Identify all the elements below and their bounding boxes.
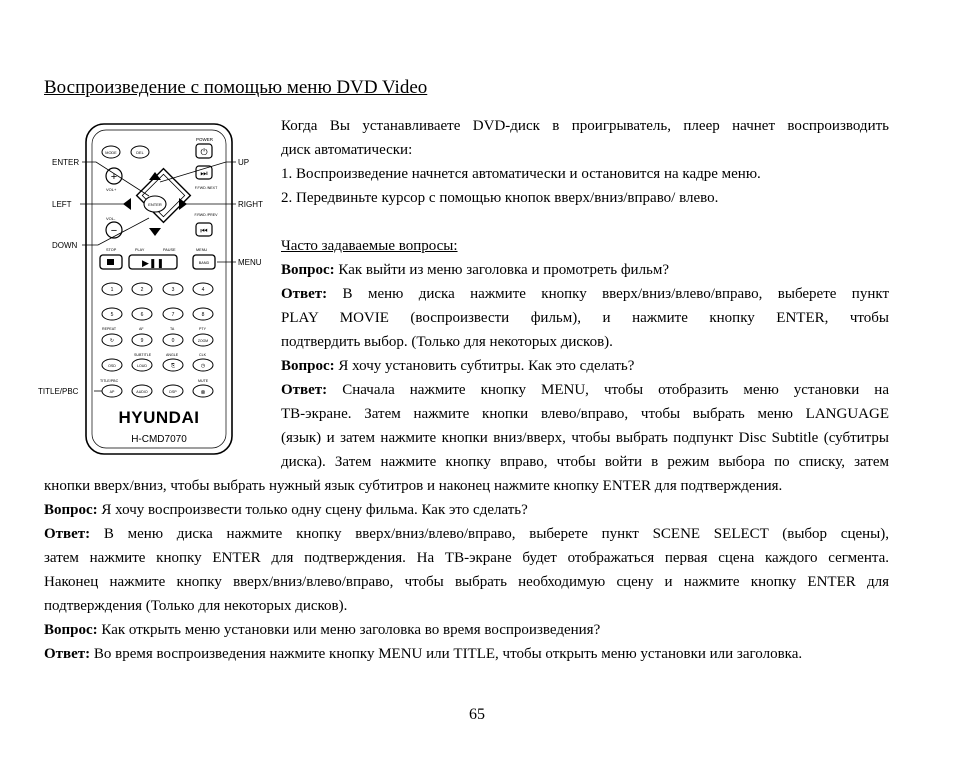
svg-text:LOUD: LOUD bbox=[137, 364, 147, 368]
svg-text:MUTE: MUTE bbox=[198, 379, 209, 383]
svg-text:1: 1 bbox=[110, 287, 114, 293]
svg-text:PTY: PTY bbox=[199, 327, 206, 331]
svg-text:0: 0 bbox=[171, 338, 175, 344]
answer-2-line-3: (язык) и затем нажмите кнопки вниз/вверх, чтобы выбрать подпункт Disc Subtitle (субтитры bbox=[281, 430, 889, 446]
answer-1-line-3: подтвердить выбор. (Только для некоторых дисков). bbox=[281, 334, 613, 350]
svg-text:9: 9 bbox=[140, 338, 144, 344]
question-3: Вопрос: Я хочу воспроизвести только одну сцену фильма. Как это сделать? bbox=[44, 502, 528, 518]
svg-text:PLAY: PLAY bbox=[135, 248, 145, 252]
svg-text:3: 3 bbox=[171, 287, 175, 293]
svg-text:AP: AP bbox=[109, 390, 115, 394]
svg-text:REPEAT: REPEAT bbox=[102, 327, 117, 331]
remote-control-illustration bbox=[36, 120, 276, 460]
next-icon: ⏭ bbox=[200, 169, 208, 178]
intro-line-2: диск автоматически: bbox=[281, 142, 413, 158]
callout-menu: MENU bbox=[238, 258, 262, 267]
svg-text:OSD: OSD bbox=[108, 364, 116, 368]
callout-right: RIGHT bbox=[238, 200, 263, 209]
model-name: H-CMD7070 bbox=[131, 434, 187, 445]
page-number: 65 bbox=[469, 706, 485, 723]
svg-text:F.RWD /PREV: F.RWD /PREV bbox=[194, 213, 218, 217]
svg-text:⎘: ⎘ bbox=[170, 363, 176, 369]
svg-text:TA: TA bbox=[170, 327, 175, 331]
svg-text:CLK: CLK bbox=[199, 353, 206, 357]
callout-left: LEFT bbox=[52, 200, 72, 209]
answer-3-line-4: подтверждения (Только для некоторых дисков). bbox=[44, 598, 348, 614]
svg-text:4: 4 bbox=[201, 287, 205, 293]
callout-enter: ENTER bbox=[52, 158, 80, 167]
svg-text:PAUSE: PAUSE bbox=[163, 248, 176, 252]
answer-1-line-2: PLAY MOVIE (воспроизвести фильм), и нажмите кнопку ENTER, чтобы bbox=[281, 310, 889, 326]
svg-text:7: 7 bbox=[171, 312, 175, 318]
svg-text:AUDIO: AUDIO bbox=[136, 390, 148, 394]
page-heading: Воспроизведение с помощью меню DVD Video bbox=[44, 77, 428, 98]
callout-down: DOWN bbox=[52, 241, 78, 250]
svg-text:STOP: STOP bbox=[106, 248, 117, 252]
svg-text:TITLE/PBC: TITLE/PBC bbox=[100, 379, 119, 383]
power-icon: ⏻ bbox=[200, 147, 208, 157]
svg-text:+: + bbox=[110, 171, 118, 183]
brand-logo: HYUNDAI bbox=[118, 408, 200, 427]
answer-4: Ответ: Во время воспроизведения нажмите кнопку MENU или TITLE, чтобы открыть меню установки или заголовка. bbox=[44, 646, 803, 662]
question-4: Вопрос: Как открыть меню установки или меню заголовка во время воспроизведения? bbox=[44, 622, 601, 638]
svg-text:2: 2 bbox=[140, 287, 144, 293]
svg-text:6: 6 bbox=[140, 312, 144, 318]
svg-text:MODE: MODE bbox=[105, 151, 117, 155]
svg-text:−: − bbox=[110, 225, 118, 237]
svg-text:5: 5 bbox=[110, 312, 114, 318]
svg-text:AF: AF bbox=[139, 327, 144, 331]
svg-text:ZOOM: ZOOM bbox=[197, 339, 209, 343]
svg-text:SUBTITLE: SUBTITLE bbox=[134, 353, 152, 357]
svg-text:VOL-: VOL- bbox=[106, 216, 116, 221]
answer-2-line-5: кнопки вверх/вниз, чтобы выбрать нужный язык субтитров и наконец нажмите кнопку ENTER для подтверждения. bbox=[44, 478, 783, 494]
svg-text:VOL+: VOL+ bbox=[106, 187, 117, 192]
prev-icon: ⏮ bbox=[200, 226, 208, 235]
svg-text:F.FWD /NEXT: F.FWD /NEXT bbox=[194, 186, 218, 190]
answer-2-line-1: Ответ: Сначала нажмите кнопку MENU, чтобы отобразить меню установки на bbox=[281, 382, 889, 398]
question-1: Вопрос: Как выйти из меню заголовка и промотреть фильм? bbox=[281, 262, 670, 278]
answer-3-line-1: Ответ: В меню диска нажмите кнопку вверх/вниз/влево/вправо, выберете пункт SCENE SELECT (выбор сцены), bbox=[44, 526, 889, 542]
svg-text:◷: ◷ bbox=[200, 363, 206, 369]
svg-text:DEL: DEL bbox=[136, 151, 144, 155]
key-label-power: POWER bbox=[196, 137, 214, 142]
play-pause-icon: ▶❚❚ bbox=[141, 258, 165, 268]
faq-title: Часто задаваемые вопросы: bbox=[281, 238, 458, 254]
svg-text:MENU: MENU bbox=[196, 248, 208, 252]
answer-2-line-4: диска). Затем нажмите кнопку вправо, чтобы войти в режим выбора по списку, затем bbox=[281, 454, 889, 470]
intro-step-2: 2. Передвиньте курсор с помощью кнопок вверх/вниз/вправо/ влево. bbox=[281, 190, 719, 206]
answer-3-line-3: Наконец нажмите кнопку вверх/вниз/влево/вправо, чтобы выбрать необходимую сцену и нажмите кнопку ENTER для bbox=[44, 574, 889, 590]
intro-step-1: 1. Воспроизведение начнется автоматически и остановится на кадре меню. bbox=[281, 166, 761, 182]
intro-line-1: Когда Вы устанавливаете DVD-диск в проигрыватель, плеер начнет воспроизводить bbox=[281, 118, 889, 134]
svg-text:↻: ↻ bbox=[109, 338, 115, 344]
mute-icon: ⊗ bbox=[200, 390, 206, 396]
answer-2-line-2: ТВ-экране. Затем нажмите кнопки влево/вправо, чтобы выбрать меню LANGUAGE bbox=[281, 406, 889, 422]
svg-text:DSP: DSP bbox=[169, 390, 177, 394]
callout-up: UP bbox=[238, 158, 250, 167]
question-2: Вопрос: Я хочу установить субтитры. Как это сделать? bbox=[281, 358, 635, 374]
svg-text:ANGLE: ANGLE bbox=[166, 353, 179, 357]
answer-1-line-1: Ответ: В меню диска нажмите кнопку вверх/вниз/влево/вправо, выберете пункт bbox=[281, 286, 889, 302]
svg-text:BAND: BAND bbox=[198, 261, 210, 265]
svg-text:8: 8 bbox=[201, 312, 205, 318]
svg-text:ENTER: ENTER bbox=[148, 202, 162, 207]
callout-title-pbc: TITLE/PBC bbox=[38, 387, 79, 396]
answer-3-line-2: затем нажмите кнопку ENTER для подтверждения. На ТВ-экране будет отображаться первая сцена каждого сегмента. bbox=[44, 550, 889, 566]
